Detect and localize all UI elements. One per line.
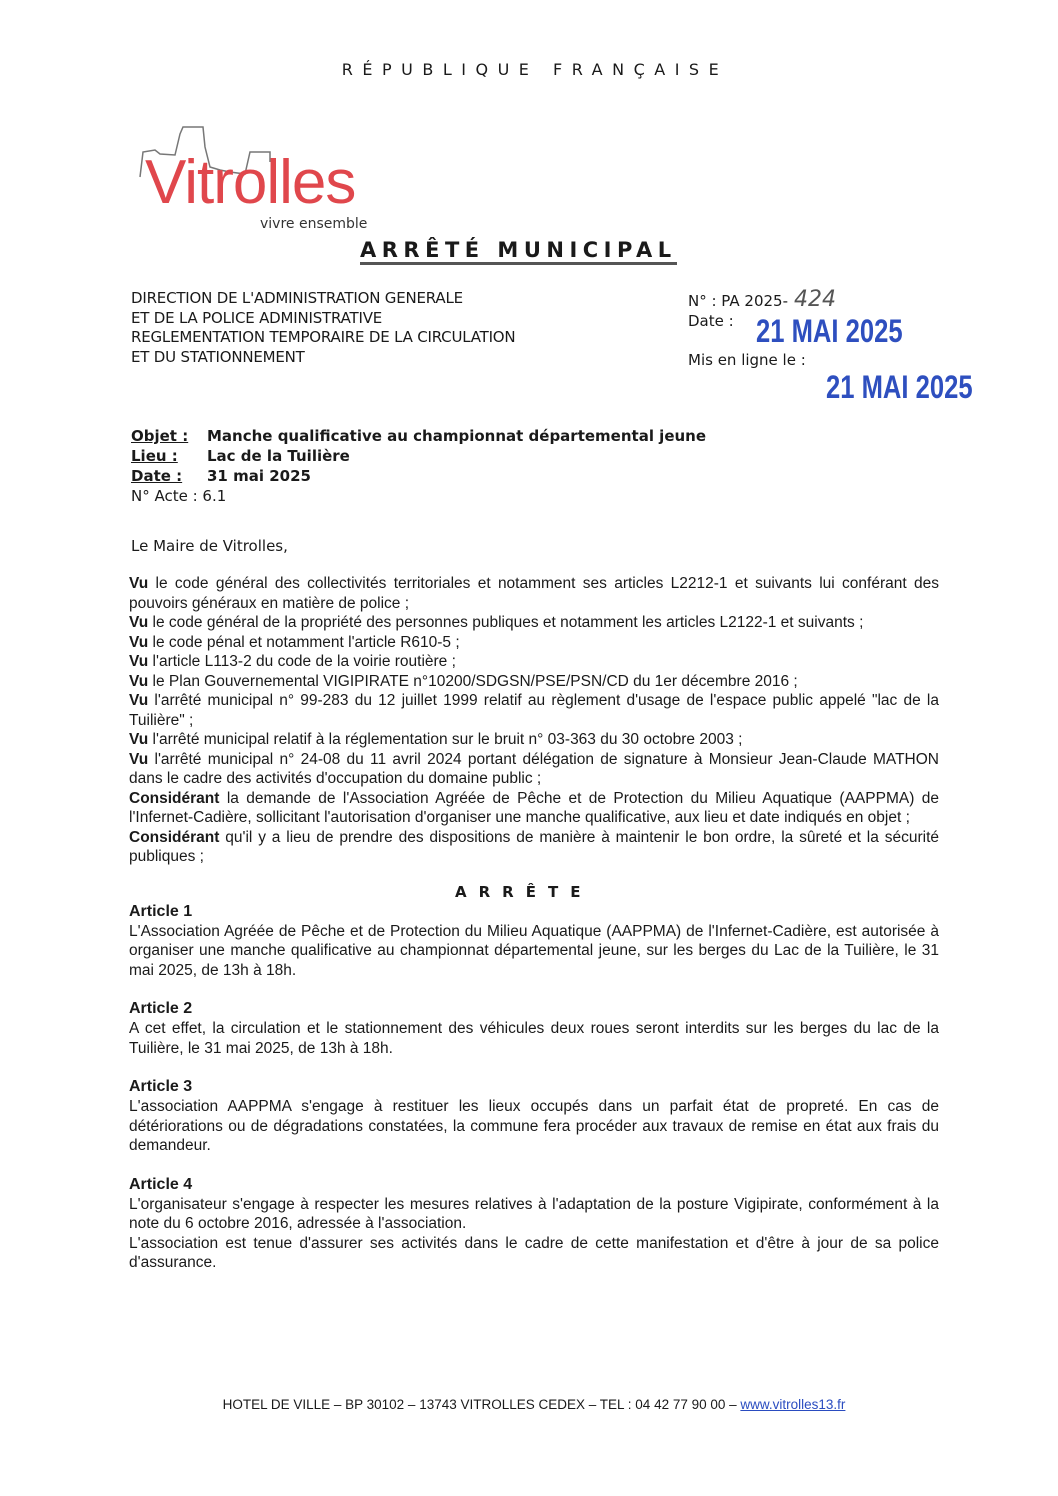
visa-text: qu'il y a lieu de prendre des dispositions de manière à maintenir le bon ordre, la sûreté et la sécurité publiques ; <box>129 828 939 865</box>
main-content <box>129 574 939 1414</box>
place-key: Lieu : <box>131 447 178 465</box>
visa-item <box>129 828 939 867</box>
article-title: Article 1 <box>129 902 193 920</box>
subject-block <box>131 426 706 506</box>
visa-text: la demande de l'Association Agréée de Pêche et de Protection du Milieu Aquatique (AAPPMA) de l'Infernet-Cadière, sollicitant l'autorisation d'organiser une manche qualificative, aux lieu et date indiqués en objet ; <box>129 789 939 826</box>
website-link[interactable]: www.vitrolles13.fr <box>740 1397 846 1412</box>
visa-lead: Vu <box>129 633 149 651</box>
visa-lead: Vu <box>129 653 149 670</box>
visa-text: l'arrêté municipal relatif à la réglementation sur le bruit n° 03-363 du 30 octobre 2003 ; <box>148 731 743 748</box>
article-paragraph: L'association est tenue d'assurer ses activités dans le cadre de cette manifestation et d'être à jour de sa police d'assurance. <box>129 1234 939 1271</box>
visa-text: le code général des collectivités territoriales et notamment ses articles L2212-1 et suivants lui conférant des pouvoirs généraux en matière de police ; <box>129 575 939 612</box>
online-label: Mis en ligne le : <box>688 350 806 369</box>
visa-text: le Plan Gouvernemental VIGIPIRATE n°10200/SDGSN/PSE/PSN/CD du 1er décembre 2016 ; <box>148 672 798 690</box>
footer-address: HOTEL DE VILLE – BP 30102 – 13743 VITROLLES CEDEX – TEL : 04 42 77 90 00 – <box>222 1397 741 1412</box>
visa-item <box>129 574 939 613</box>
article-title: Article 3 <box>129 1078 193 1095</box>
article-paragraph: L'Association Agréée de Pêche et de Protection du Milieu Aquatique (AAPPMA) de l'Infernet-Cadière, est autorisée à organiser une manche qualificative au championnat départemental jeune, sur les berges du Lac de la Tuilière, le 31 mai 2025, de 13h à 18h. <box>129 922 939 979</box>
direction-line: ET DE LA POLICE ADMINISTRATIVE <box>131 308 383 327</box>
direction-line: DIRECTION DE L'ADMINISTRATION GENERALE <box>131 289 463 307</box>
article-paragraph: A cet effet, la circulation et le stationnement des véhicules deux roues seront interdits sur les berges du lac de la Tuilière, le 31 mai 2025, de 13h à 18h. <box>129 1020 939 1057</box>
visa-text: le code général de la propriété des personnes publiques et notamment les articles L2122-1 et suivants ; <box>148 614 864 631</box>
visas <box>129 574 939 867</box>
arrete-heading: ARRÊTE <box>455 882 593 901</box>
logo-tagline: vivre ensemble <box>260 216 368 232</box>
article <box>129 902 939 981</box>
direction-block <box>131 289 515 367</box>
visa-text: l'arrêté municipal n° 24-08 du 11 avril 2024 portant délégation de signature à Monsieur Jean-Claude MATHON dans le cadre des activités d'occupation du domaine public ; <box>129 750 939 787</box>
article-paragraph: L'association AAPPMA s'engage à restituer les lieux occupés dans un parfait état de propreté. En cas de détériorations ou de dégradations constatées, la commune fera procéder aux travaux de remise en état aux frais du demandeur. <box>129 1098 939 1154</box>
visa-lead: Vu <box>129 731 149 748</box>
visa-lead: Vu <box>129 692 149 709</box>
visa-lead: Vu <box>129 614 149 631</box>
article-paragraph: L'organisateur s'engage à respecter les mesures relatives à l'adaptation de la posture Vigipirate, conformément à la note du 6 octobre 2016, adressée à l'association. <box>129 1195 939 1232</box>
date-key: Date : <box>131 467 183 485</box>
date-label: Date : <box>688 311 734 330</box>
visa-item <box>129 633 939 653</box>
visa-item <box>129 730 939 750</box>
footer <box>129 1386 939 1414</box>
direction-line: REGLEMENTATION TEMPORAIRE DE LA CIRCULATION <box>131 328 516 346</box>
logo-word: Vitrolles <box>145 148 356 217</box>
subject-key: Objet : <box>131 427 189 445</box>
document-title: ARRÊTÉ MUNICIPAL <box>360 238 677 265</box>
visa-item <box>129 691 939 730</box>
subject-value: Manche qualificative au championnat départemental jeune <box>207 427 707 445</box>
visa-text: l'arrêté municipal n° 99-283 du 12 juillet 1999 relatif au règlement d'usage de l'espace public appelé "lac de la Tuilière" ; <box>129 692 939 729</box>
online-date-stamp: 21 MAI 2025 <box>826 369 973 405</box>
article-title: Article 4 <box>129 1175 193 1193</box>
date-value: 31 mai 2025 <box>207 467 311 485</box>
visa-lead: Vu <box>129 750 149 768</box>
article <box>129 999 939 1058</box>
visa-item <box>129 789 939 828</box>
visa-lead: Considérant <box>129 828 220 846</box>
date-stamp: 21 MAI 2025 <box>756 313 903 349</box>
number-handwritten: 424 <box>794 287 837 312</box>
visa-lead: Considérant <box>129 789 220 807</box>
place-value: Lac de la Tuilière <box>207 447 350 465</box>
visa-item <box>129 652 939 672</box>
visa-text: le code pénal et notamment l'article R610-5 ; <box>148 633 460 651</box>
article <box>129 1175 939 1273</box>
visa-lead: Vu <box>129 672 149 690</box>
visa-item <box>129 672 939 692</box>
direction-line: ET DU STATIONNEMENT <box>131 347 305 366</box>
number-label: N° : PA 2025- <box>688 292 789 310</box>
article <box>129 1077 939 1156</box>
visa-item <box>129 750 939 789</box>
articles <box>129 902 939 1292</box>
article-title: Article 2 <box>129 1000 193 1017</box>
visa-item <box>129 613 939 633</box>
republic-header: RÉPUBLIQUE FRANÇAISE <box>341 60 729 79</box>
visa-lead: Vu <box>129 575 149 592</box>
city-logo <box>135 122 395 232</box>
acte-number: N° Acte : 6.1 <box>131 487 227 505</box>
visa-text: l'article L113-2 du code de la voirie routière ; <box>148 653 456 670</box>
opening: Le Maire de Vitrolles, <box>131 537 288 555</box>
